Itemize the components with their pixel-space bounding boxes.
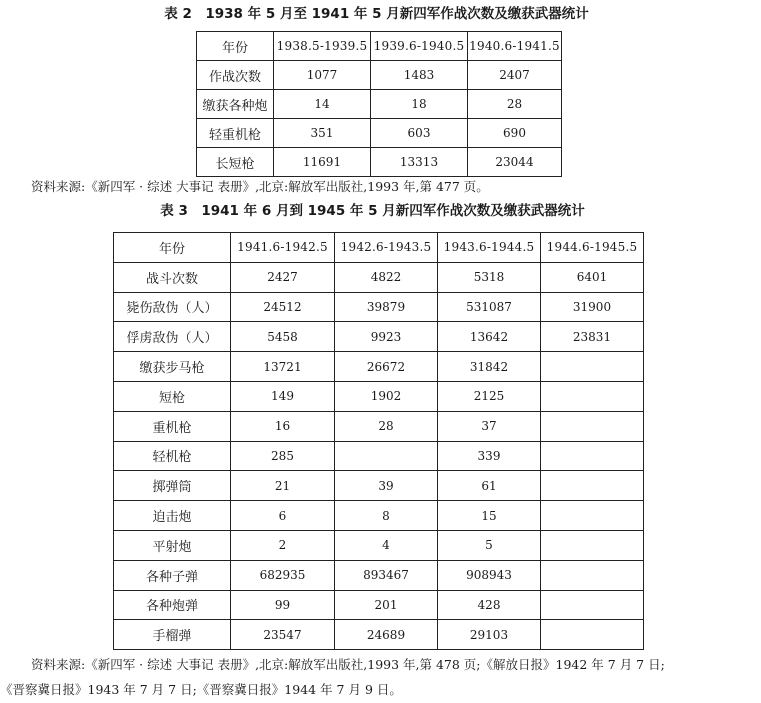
table3-cell: 893467 (335, 560, 438, 590)
table3-cell: 21 (231, 471, 335, 501)
table3-row-label: 毙伤敌伪（人） (114, 292, 231, 322)
table3-cell: 908943 (438, 560, 541, 590)
table3-column-header: 1942.6-1943.5 (335, 233, 438, 263)
table3-row-label: 各种子弹 (114, 560, 231, 590)
table3-cell: 16 (231, 411, 335, 441)
table2-cell: 1077 (274, 61, 371, 90)
table3-cell: 31842 (438, 352, 541, 382)
table2 (196, 31, 562, 177)
table3-cell: 2 (231, 530, 335, 560)
table3-row (114, 411, 644, 441)
table3-row (114, 381, 644, 411)
table3-cell (541, 530, 644, 560)
table3-cell: 1902 (335, 381, 438, 411)
table3-cell: 428 (438, 590, 541, 620)
table3-row-label: 短枪 (114, 381, 231, 411)
table3-column-header: 1944.6-1945.5 (541, 233, 644, 263)
table3-source-note-line2: 《晋察冀日报》1943 年 7 月 7 日;《晋察冀日报》1944 年 7 月 9 日。 (0, 682, 402, 697)
table3-cell (541, 411, 644, 441)
table3-cell: 4822 (335, 262, 438, 292)
table3-cell: 2125 (438, 381, 541, 411)
table3-header-label: 年份 (114, 233, 231, 263)
table2-cell: 14 (274, 90, 371, 119)
table3-cell (541, 501, 644, 531)
table3-cell: 149 (231, 381, 335, 411)
table3-cell: 15 (438, 501, 541, 531)
table2-cell: 23044 (468, 148, 562, 177)
table3-row-label: 轻机枪 (114, 441, 231, 471)
table3-row-label: 平射炮 (114, 530, 231, 560)
table3-cell: 5458 (231, 322, 335, 352)
table3-row-label: 战斗次数 (114, 262, 231, 292)
table2-row (197, 148, 562, 177)
table3-cell (335, 441, 438, 471)
table3-row-label: 掷弹筒 (114, 471, 231, 501)
table3-cell: 23831 (541, 322, 644, 352)
table3-column-header: 1943.6-1944.5 (438, 233, 541, 263)
table2-row (197, 119, 562, 148)
table3-row (114, 590, 644, 620)
table2-header-row (197, 32, 562, 61)
table3-row (114, 530, 644, 560)
table3-cell: 23547 (231, 620, 335, 650)
table2-caption: 表 2 1938 年 5 月至 1941 年 5 月新四军作战次数及缴获武器统计 (164, 6, 589, 22)
table3-cell: 339 (438, 441, 541, 471)
table2-cell: 13313 (371, 148, 468, 177)
table3-cell: 39879 (335, 292, 438, 322)
table2-cell: 28 (468, 90, 562, 119)
table3-row (114, 560, 644, 590)
table3-cell: 9923 (335, 322, 438, 352)
table3-cell: 99 (231, 590, 335, 620)
table3-cell: 6401 (541, 262, 644, 292)
table2-column-header: 1938.5-1939.5 (274, 32, 371, 61)
table2-row (197, 61, 562, 90)
table3-row (114, 322, 644, 352)
table3-row (114, 262, 644, 292)
table3-cell: 24689 (335, 620, 438, 650)
table2-row-label: 作战次数 (197, 61, 274, 90)
table3-cell (541, 441, 644, 471)
table3-row (114, 292, 644, 322)
table3-row (114, 352, 644, 382)
table3-row-label: 俘虏敌伪（人） (114, 322, 231, 352)
table2-cell: 11691 (274, 148, 371, 177)
table3-cell (541, 620, 644, 650)
table2-cell: 603 (371, 119, 468, 148)
table3-row-label: 重机枪 (114, 411, 231, 441)
table2-cell: 18 (371, 90, 468, 119)
table3-row-label: 迫击炮 (114, 501, 231, 531)
table3-cell (541, 352, 644, 382)
table3-row (114, 471, 644, 501)
table3-cell: 6 (231, 501, 335, 531)
table3-cell (541, 471, 644, 501)
table3-row (114, 620, 644, 650)
table3-row (114, 441, 644, 471)
table3-cell: 29103 (438, 620, 541, 650)
table2-cell: 2407 (468, 61, 562, 90)
table3-cell: 531087 (438, 292, 541, 322)
table2-column-header: 1939.6-1940.5 (371, 32, 468, 61)
table2-cell: 1483 (371, 61, 468, 90)
table3-cell (541, 590, 644, 620)
table2-source-note: 资料来源:《新四军 · 综述 大事记 表册》,北京:解放军出版社,1993 年,第 477 页。 (31, 179, 489, 194)
table3-cell: 13642 (438, 322, 541, 352)
table2-column-header: 1940.6-1941.5 (468, 32, 562, 61)
table2-row-label: 缴获各种炮 (197, 90, 274, 119)
table3-source-note-line1: 资料来源:《新四军 · 综述 大事记 表册》,北京:解放军出版社,1993 年,第 478 页;《解放日报》1942 年 7 月 7 日; (31, 657, 665, 672)
table3-row (114, 501, 644, 531)
table3-cell: 4 (335, 530, 438, 560)
table3-cell: 31900 (541, 292, 644, 322)
table3-caption: 表 3 1941 年 6 月到 1945 年 5 月新四军作战次数及缴获武器统计 (160, 203, 585, 219)
table3-cell: 2427 (231, 262, 335, 292)
table3-column-header: 1941.6-1942.5 (231, 233, 335, 263)
table3-row-label: 各种炮弹 (114, 590, 231, 620)
table2-cell: 690 (468, 119, 562, 148)
table3-row-label: 手榴弹 (114, 620, 231, 650)
table3-row-label: 缴获步马枪 (114, 352, 231, 382)
table2-row-label: 轻重机枪 (197, 119, 274, 148)
table3-header-row (114, 233, 644, 263)
table3-cell: 37 (438, 411, 541, 441)
table3-cell (541, 560, 644, 590)
table3-cell: 5318 (438, 262, 541, 292)
table3-cell: 201 (335, 590, 438, 620)
table3-cell: 39 (335, 471, 438, 501)
table3-cell: 26672 (335, 352, 438, 382)
table3-cell: 13721 (231, 352, 335, 382)
table3-cell: 285 (231, 441, 335, 471)
table3-cell: 5 (438, 530, 541, 560)
table3-cell: 24512 (231, 292, 335, 322)
table3-cell: 28 (335, 411, 438, 441)
table2-header-label: 年份 (197, 32, 274, 61)
table3-cell: 8 (335, 501, 438, 531)
table3-cell (541, 381, 644, 411)
table3 (113, 232, 644, 650)
table2-row (197, 90, 562, 119)
table2-cell: 351 (274, 119, 371, 148)
table3-cell: 61 (438, 471, 541, 501)
table2-row-label: 长短枪 (197, 148, 274, 177)
table3-cell: 682935 (231, 560, 335, 590)
